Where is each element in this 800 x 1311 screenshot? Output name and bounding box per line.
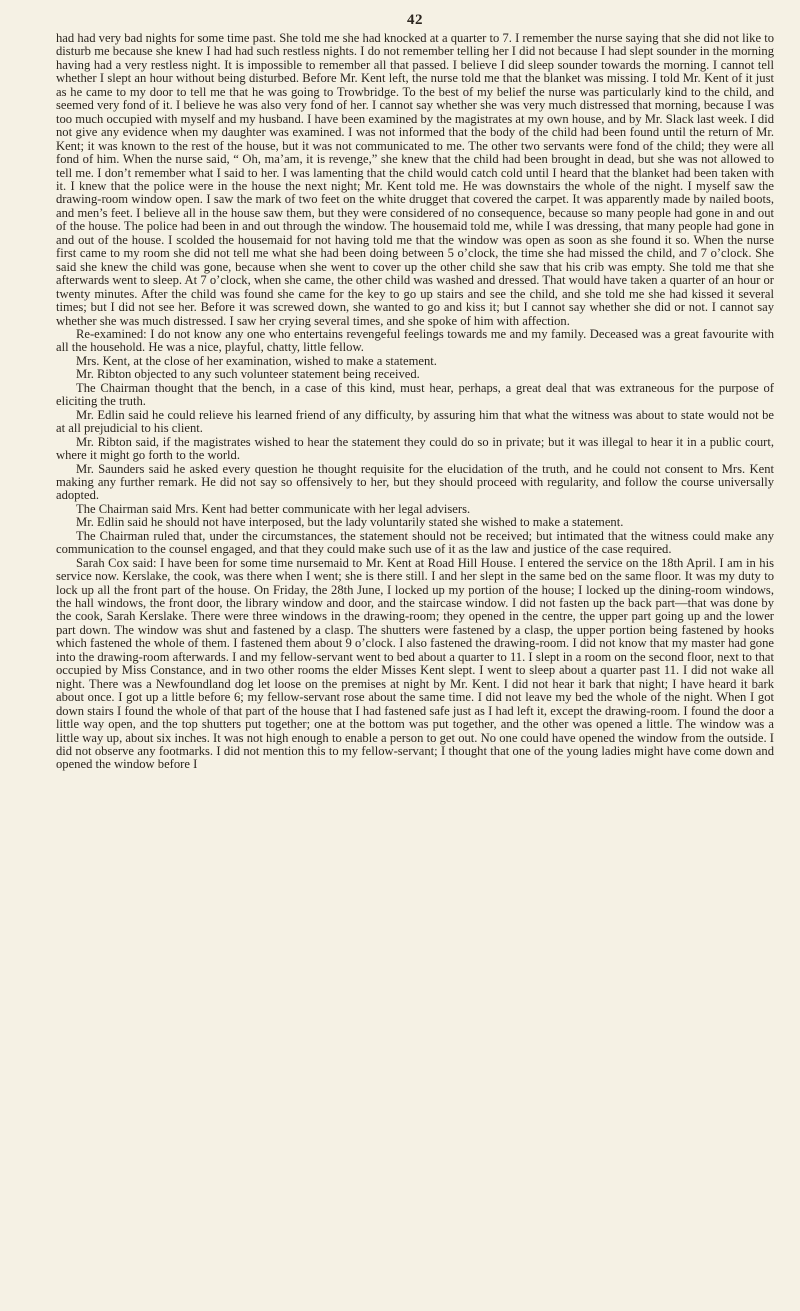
proceedings-paragraph: The Chairman thought that the bench, in a case of this kind, must hear, perhaps, a great deal that was extraneous for the purpose of eliciting the truth.: [56, 380, 774, 409]
proceedings-paragraph: The Chairman said Mrs. Kent had better communicate with her legal advisers.: [76, 501, 471, 516]
proceedings-paragraph: Mr. Edlin said he could relieve his learned friend of any difficulty, by assuring him that what the witness was about to state would not be at all prejudicial to his client.: [56, 407, 774, 436]
witness-testimony-paragraph: Sarah Cox said: I have been for some time nursemaid to Mr. Kent at Road Hill House. I entered the service on the 18th April. I am in his service now. Kerslake, the cook, was there when I went; she is there still. I and her slept in the same bed on the same floor. It was my duty to lock up all the front part of the house. On Friday, the 28th June, I locked up my portion of the house; I locked up the dining-room windows, the hall windows, the front door, the library window and door, and the staircase window. I did not fasten up the back part—that was done by the cook, Sarah Kerslake. There were three windows in the drawing-room; they opened in the centre, the upper part going up and the lower part down. The window was shut and fastened by a clasp. The shutters were fastened by a clasp, the upper portion being fastened by hooks which fastened the whole of them. I fastened them about 9 o’clock. I also fastened the drawing-room. I did not know that my master had gone into the drawing-room afterwards. I and my fellow-servant went to bed about a quarter to 11. I slept in a room on the second floor, next to that occupied by Miss Constance, and in two other rooms the elder Misses Kent slept. I went to sleep about a quarter past 11. I did not wake all night. There was a Newfoundland dog let loose on the premises at night by Mr. Kent. I did not hear it bark that night; I have heard it bark about once. I got up a little before 6; my fellow-servant rose about the same time. I did not leave my bed the whole of the night. When I got down stairs I found the whole of that part of the house that I had fastened safe just as I had left it, except the drawing-room. I found the door a little way open, and the top shutters put together; one at the bottom was put together, and the other was opened a little. The window was a little way up, about six inches. It was not high enough to enable a person to get out. No one could have opened the window from the outside. I did not observe any footmarks. I did not mention this to my fellow-servant; I thought that one of the young ladies might have come down and opened the window before I: [56, 555, 774, 772]
re-examination-paragraph: Re-examined: I do not know any one who entertains revengeful feelings towards me and my family. Deceased was a great favourite with all the household. He was a nice, playful, chatty, little fellow.: [56, 326, 774, 355]
proceedings-paragraph: Mr. Edlin said he should not have interposed, but the lady voluntarily stated she wished to make a statement.: [76, 515, 624, 530]
proceedings-paragraph: Mr. Saunders said he asked every question he thought requisite for the elucidation of the truth, and he could not consent to Mrs. Kent making any further remark. He did not say so offensively to her, but they should proceed with regularity, and follow the course universally adopted.: [56, 461, 774, 503]
document-body: [56, 32, 774, 772]
proceedings-paragraph: The Chairman ruled that, under the circumstances, the statement should not be received; but intimated that the witness could make any communication to the counsel engaged, and that they could make such use of it as the law and justice of the case required.: [56, 528, 774, 557]
proceedings-paragraph: Mrs. Kent, at the close of her examination, wished to make a statement.: [76, 353, 437, 368]
testimony-paragraph: had had very bad nights for some time past. She told me she had knocked at a quarter to 7. I remember the nurse saying that she did not like to disturb me because she knew I had had such restless nights. I do not remember telling her I did not because I had slept sounder in the morning having had a very restless night. It is impossible to remember all that passed. I believe I did sleep sounder towards the morning. I cannot tell whether I slept an hour without being disturbed. Before Mr. Kent left, the nurse told me that the blanket was missing. I told Mr. Kent of it just as he came to my door to tell me that he was going to Trowbridge. To the best of my belief the nurse was particularly kind to the child, and seemed very fond of it. I believe he was also very fond of her. I cannot say whether she was very much distressed that morning, because I was too much occupied with myself and my husband. I have been examined by the magistrates at my own house, and by Mr. Slack last week. I did not give any evidence when my daughter was examined. I was not informed that the body of the child had been found until the return of Mr. Kent; it was known to the rest of the house, but it was not communicated to me. The other two servants were fond of the child; they were all fond of him. When the nurse said, “ Oh, ma’am, it is revenge,” she knew that the child had been brought in dead, but she was not allowed to tell me. I don’t remember what I said to her. I was lamenting that the child would catch cold until I heard that the blanket had been taken with it. I knew that the police were in the house the next night; Mr. Kent told me. He was downstairs the whole of the night. I myself saw the drawing-room window open. I saw the mark of two feet on the white drugget that covered the carpet. It was apparently made by nailed boots, and men’s feet. I believe all in the house saw them, but they were considered of no consequence, because so many people had gone in and out of the house. The police had been in and out through the window. The housemaid told me, while I was dressing, that many people had gone in and out of the house. I scolded the housemaid for not having told me that the window was open as soon as she found it so. When the nurse first came to my room she did not tell me what she had been doing between 5 o’clock, the time she had missed the child, and 7 o’clock. She said she knew the child was gone, because when she went to cover up the other child she saw that his crib was empty. She told me that she afterwards went to sleep. At 7 o’clock, when she came, the other child was washed and dressed. That would have taken a quarter of an hour or twenty minutes. After the child was found she came for the key to go up stairs and see the child, and she told me she had kissed it several times; but I did not see her. Before it was screwed down, she wanted to go and kiss it; but I cannot say whether she did or not. I cannot say whether she was much distressed. I saw her crying several times, and she spoke of him with affection.: [56, 31, 774, 328]
proceedings-paragraph: Mr. Ribton said, if the magistrates wished to hear the statement they could do so in private; but it was illegal to hear it in a public court, where it might go forth to the world.: [56, 434, 774, 463]
proceedings-paragraph: Mr. Ribton objected to any such volunteer statement being received.: [76, 367, 420, 382]
page-number: 42: [407, 12, 423, 28]
